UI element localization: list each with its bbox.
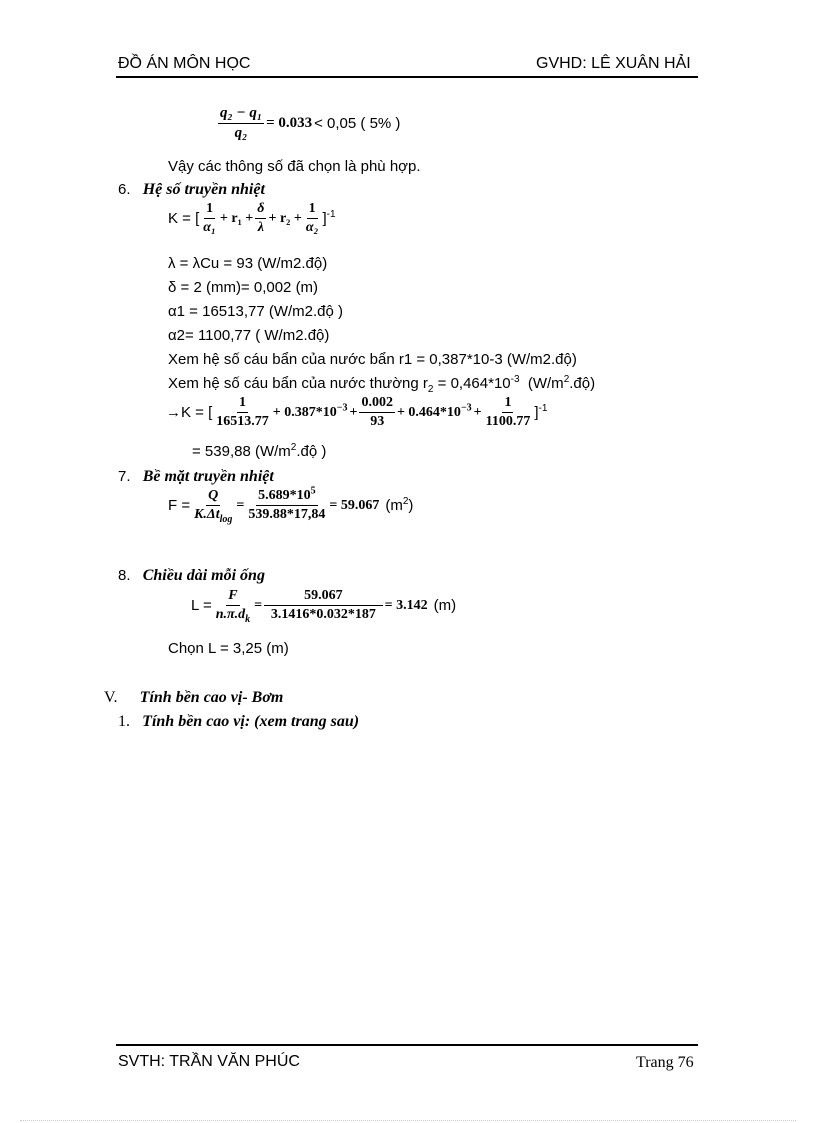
frac-den: λ xyxy=(257,220,264,235)
f-unit-text: (m xyxy=(385,497,403,514)
frac-den: α₂ xyxy=(305,220,319,235)
subsection-1-number: 1. xyxy=(118,713,130,730)
line-r2 xyxy=(168,374,596,395)
k-r2: + r₂ + xyxy=(268,210,302,226)
f-unit xyxy=(385,498,413,513)
ratio-tail: < 0,05 ( 5% ) xyxy=(314,115,401,132)
f-unit-sup: 2 xyxy=(402,496,409,507)
frac-den: 539.88*17,84 xyxy=(248,507,326,522)
l-prefix: L = xyxy=(191,597,212,614)
section-7-title: Bề mặt truyền nhiệt xyxy=(142,468,274,485)
section-8-number: 8. xyxy=(118,567,131,584)
footer-right: Trang 76 xyxy=(636,1054,694,1071)
k-calc-frac1 xyxy=(214,396,271,429)
subsection-1-heading xyxy=(118,714,359,730)
k-frac-alpha1 xyxy=(201,202,218,235)
header-left: ĐỒ ÁN MÔN HỌC xyxy=(118,55,251,72)
frac-den: 93 xyxy=(370,414,385,429)
frac-num xyxy=(256,485,318,506)
section-6-title: Hệ số truyền nhiệt xyxy=(142,181,265,198)
r2-sub: 2 xyxy=(427,384,434,395)
f-equals: = xyxy=(236,497,245,513)
k-frac-alpha2 xyxy=(304,202,321,235)
ratio-check xyxy=(218,106,402,141)
frac-num: 1 xyxy=(204,202,215,219)
k-formula xyxy=(168,202,338,235)
footer-left: SVTH: TRẦN VĂN PHÚC xyxy=(118,1053,300,1070)
header-right: GVHD: LÊ XUÂN HẢI xyxy=(536,55,691,72)
k-calc-plus: + xyxy=(349,404,358,420)
frac-den: 16513.77 xyxy=(216,414,269,429)
k-suffix-bracket: ] xyxy=(322,210,327,227)
k-calc-plus: + xyxy=(473,404,482,420)
page-bottom-border xyxy=(20,1120,796,1121)
subsection-1-title: Tính bền cao vị: (xem trang sau) xyxy=(142,713,360,730)
frac-den xyxy=(192,506,234,525)
frac-num: δ xyxy=(255,202,266,219)
f-frac2-num-text: 5.689*10 xyxy=(258,488,311,503)
k-calc-term2-text: + 0.387*10 xyxy=(272,404,337,420)
frac-den: α₁ xyxy=(203,220,216,235)
k-result xyxy=(192,444,326,459)
section-6-number: 6. xyxy=(118,181,131,198)
k-calc-term3 xyxy=(396,401,472,420)
f-unit-post: ) xyxy=(408,497,414,514)
k-calc-frac3 xyxy=(484,396,533,429)
line-delta: δ = 2 (mm)= 0,002 (m) xyxy=(168,279,319,296)
k-calc-exp: -1 xyxy=(538,403,548,414)
line-alpha1: α1 = 16513,77 (W/m2.độ ) xyxy=(168,303,344,320)
l-equals: = xyxy=(254,597,263,613)
f-frac1 xyxy=(192,488,234,525)
frac-num: 1 xyxy=(502,396,513,413)
frac-den: 1100.77 xyxy=(485,414,531,429)
line-r1: Xem hệ số cáu bẩn của nước bẩn r1 = 0,387*10-3 (W/m2.độ) xyxy=(168,351,577,368)
k-result-sup: 2 xyxy=(290,442,297,453)
k-calc-prefix: →K = [ xyxy=(166,404,213,421)
frac-num: 1 xyxy=(237,396,248,413)
frac-num: Q xyxy=(206,489,220,506)
k-calc-term2 xyxy=(272,401,348,420)
f-frac1-den-text: K.Δt xyxy=(194,507,220,522)
ratio-fraction xyxy=(218,106,264,141)
section-v-title: Tính bền cao vị- Bơm xyxy=(139,689,284,706)
ratio-numerator: q₂ − q₁ xyxy=(218,106,264,124)
k-result-post: .độ ) xyxy=(296,443,327,460)
r2-unit-sup: 2 xyxy=(563,374,570,385)
header-rule xyxy=(116,76,698,78)
section-8-title: Chiều dài mỗi ống xyxy=(142,567,265,584)
r2-unit-pre: (W/m xyxy=(519,375,564,392)
l-formula xyxy=(191,588,458,625)
line-lambda: λ = λCu = 93 (W/m2.độ) xyxy=(168,255,328,272)
section-8-heading xyxy=(118,568,265,584)
conclusion-text: Vậy các thông số đã chọn là phù hợp. xyxy=(168,158,421,175)
k-calc-term3-text: + 0.464*10 xyxy=(396,404,461,420)
r2-exp: -3 xyxy=(510,374,520,385)
k-suffix xyxy=(322,211,335,226)
f-frac1-den-sub: log xyxy=(219,513,233,525)
l-result: = 3.142 xyxy=(384,597,428,613)
k-prefix: K = [ xyxy=(168,210,200,227)
f-frac2 xyxy=(246,485,327,522)
k-r1: + r₁ + xyxy=(219,210,254,226)
k-calc-suffix-bracket: ] xyxy=(534,404,539,421)
l-frac1-den-text: n.π.d xyxy=(215,607,246,622)
ratio-result: = 0.033 xyxy=(266,115,313,131)
frac-num: 0.002 xyxy=(359,396,395,413)
section-v-number: V. xyxy=(104,689,118,706)
r2-text: Xem hệ số cáu bẩn của nước thường r xyxy=(168,375,428,392)
l-unit: (m) xyxy=(433,597,457,614)
k-exponent: -1 xyxy=(326,209,336,220)
frac-den xyxy=(214,606,252,625)
section-7-number: 7. xyxy=(118,468,131,485)
ratio-denominator: q₂ xyxy=(234,125,248,141)
f-prefix: F = xyxy=(168,497,191,514)
k-result-text: = 539,88 (W/m xyxy=(192,443,291,460)
k-calc-term3-exp: −3 xyxy=(460,401,472,413)
section-7-heading xyxy=(118,469,274,485)
k-calc-suffix xyxy=(534,405,547,420)
k-calc-term2-exp: −3 xyxy=(336,401,348,413)
section-v-heading xyxy=(104,690,283,706)
frac-den: 3.1416*0.032*187 xyxy=(270,607,376,622)
footer-rule xyxy=(116,1044,698,1046)
f-formula xyxy=(168,485,415,525)
r2-value: = 0,464*10 xyxy=(433,375,511,392)
f-frac2-num-exp: 5 xyxy=(310,485,316,497)
line-alpha2: α2= 1100,77 ( W/m2.độ) xyxy=(168,327,330,344)
frac-num: 1 xyxy=(307,202,318,219)
r2-unit-post: .độ) xyxy=(569,375,596,392)
l-frac1 xyxy=(214,588,252,625)
section-6-heading xyxy=(118,182,265,198)
k-frac-delta xyxy=(255,202,266,235)
k-calculation xyxy=(166,396,549,429)
k-calc-frac2 xyxy=(359,396,395,429)
l-frac2 xyxy=(264,589,383,622)
l-frac1-den-sub: k xyxy=(245,613,251,625)
frac-num: F xyxy=(226,589,239,606)
choice-text: Chọn L = 3,25 (m) xyxy=(168,640,289,657)
f-result: = 59.067 xyxy=(329,497,380,513)
frac-num: 59.067 xyxy=(264,589,383,606)
